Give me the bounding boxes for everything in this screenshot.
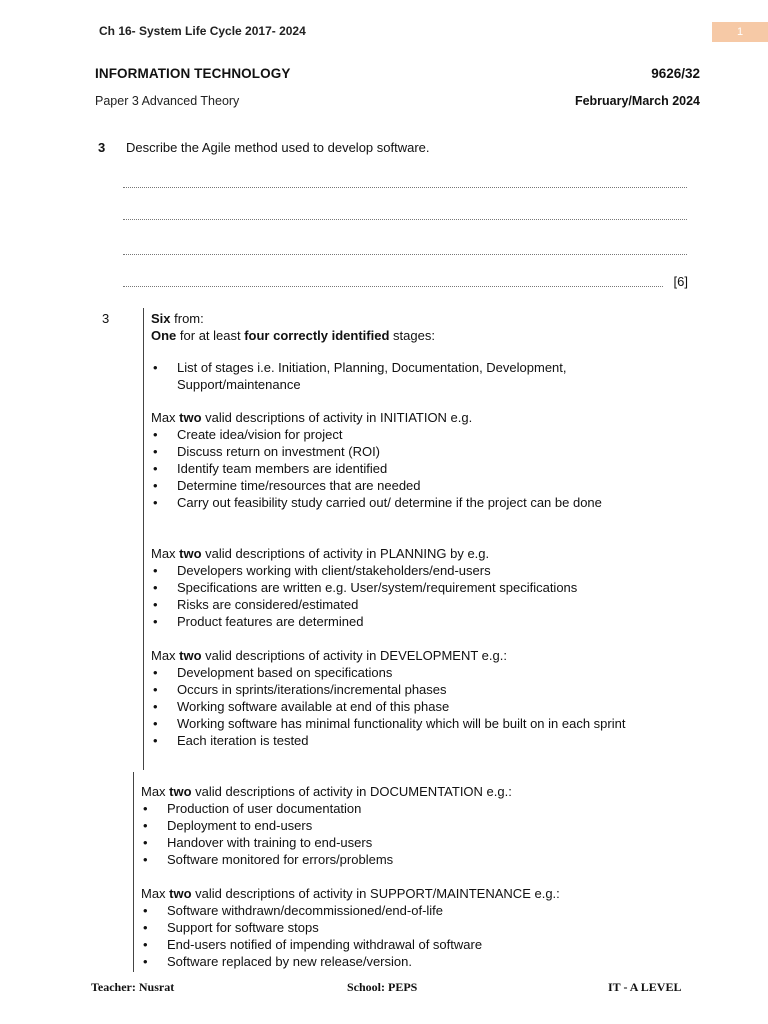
markscheme-question-number: 3 (102, 311, 110, 326)
section-support-maintenance (141, 885, 621, 970)
list-item: • Developers working with client/stakeholders/end-users (151, 562, 631, 579)
list-item: • Working software available at end of this phase (151, 698, 631, 715)
list-item: • List of stages i.e. Initiation, Planning, Documentation, Development, Support/maintenance (151, 359, 611, 393)
section-heading (151, 545, 631, 562)
heading-bold: two (169, 784, 192, 799)
stages-bold: four correctly identified (244, 328, 390, 343)
heading-post: valid descriptions of activity in DOCUMENTATION e.g.: (191, 784, 512, 799)
heading-pre: Max (151, 410, 180, 425)
list-item: • Product features are determined (151, 613, 631, 630)
heading-bold: two (179, 648, 202, 663)
six-bold: Six (151, 311, 171, 326)
paper-title: Paper 3 Advanced Theory (95, 94, 240, 108)
course-level: IT - A LEVEL (608, 980, 682, 994)
list-item: • Deployment to end-users (141, 817, 611, 834)
section-heading (151, 409, 621, 426)
list-item: • Identify team members are identified (151, 460, 621, 477)
markscheme-divider (133, 772, 134, 972)
list-item: • Software withdrawn/decommissioned/end-of-life (141, 902, 621, 919)
heading-pre: Max (141, 784, 170, 799)
answer-line (123, 219, 687, 220)
section-heading (151, 647, 631, 664)
heading-pre: Max (151, 546, 180, 561)
heading-post: valid descriptions of activity in SUPPORT/MAINTENANCE e.g.: (191, 886, 560, 901)
question-text: Describe the Agile method used to develop software. (126, 140, 430, 155)
list-item: • Development based on specifications (151, 664, 631, 681)
question-number: 3 (98, 140, 106, 155)
exam-session: February/March 2024 (574, 94, 700, 108)
one-bold: One (151, 328, 177, 343)
list-item: • End-users notified of impending withdrawal of software (141, 936, 621, 953)
list-item: • Software replaced by new release/version. (141, 953, 621, 970)
list-item: • Determine time/resources that are needed (151, 477, 621, 494)
stages-list (151, 359, 611, 393)
heading-bold: two (169, 886, 192, 901)
six-rest: from: (170, 311, 204, 326)
section-documentation (141, 783, 611, 868)
page-number-badge: 1 (712, 22, 768, 42)
heading-bold: two (179, 546, 202, 561)
heading-post: valid descriptions of activity in DEVELOPMENT e.g.: (201, 648, 507, 663)
list-item: • Each iteration is tested (151, 732, 631, 749)
section-planning (151, 545, 631, 630)
list-item: • Support for software stops (141, 919, 621, 936)
chapter-heading: Ch 16- System Life Cycle 2017- 2024 (99, 24, 306, 38)
list-item: • Specifications are written e.g. User/system/requirement specifications (151, 579, 631, 596)
subject-title: INFORMATION TECHNOLOGY (95, 66, 291, 81)
list-item: • Discuss return on investment (ROI) (151, 443, 621, 460)
list-item: • Production of user documentation (141, 800, 611, 817)
teacher-name: Teacher: Nusrat (91, 980, 175, 994)
heading-pre: Max (141, 886, 170, 901)
section-development (151, 647, 631, 749)
one-for-line (151, 327, 631, 344)
question-marks: [6] (673, 274, 688, 289)
section-initiation (151, 409, 621, 511)
school-name: School: PEPS (347, 980, 418, 994)
six-from-line (151, 310, 631, 327)
paper-code: 9626/32 (651, 66, 700, 81)
markscheme-divider (143, 308, 144, 770)
heading-pre: Max (151, 648, 180, 663)
section-heading (141, 885, 621, 902)
answer-line (123, 254, 687, 255)
list-item: • Risks are considered/estimated (151, 596, 631, 613)
list-item: • Occurs in sprints/iterations/incremental phases (151, 681, 631, 698)
list-item: • Working software has minimal functionality which will be built on in each sprint (151, 715, 631, 732)
list-item: • Carry out feasibility study carried out/ determine if the project can be done (151, 494, 621, 511)
heading-bold: two (179, 410, 202, 425)
section-heading (141, 783, 611, 800)
answer-line (123, 187, 687, 188)
markscheme-intro (151, 310, 631, 344)
list-item: • Handover with training to end-users (141, 834, 611, 851)
stages-rest: stages: (389, 328, 435, 343)
heading-post: valid descriptions of activity in PLANNING by e.g. (201, 546, 490, 561)
heading-post: valid descriptions of activity in INITIATION e.g. (201, 410, 473, 425)
one-mid: for at least (176, 328, 245, 343)
list-item: • Software monitored for errors/problems (141, 851, 611, 868)
answer-line (123, 286, 663, 287)
list-item: • Create idea/vision for project (151, 426, 621, 443)
